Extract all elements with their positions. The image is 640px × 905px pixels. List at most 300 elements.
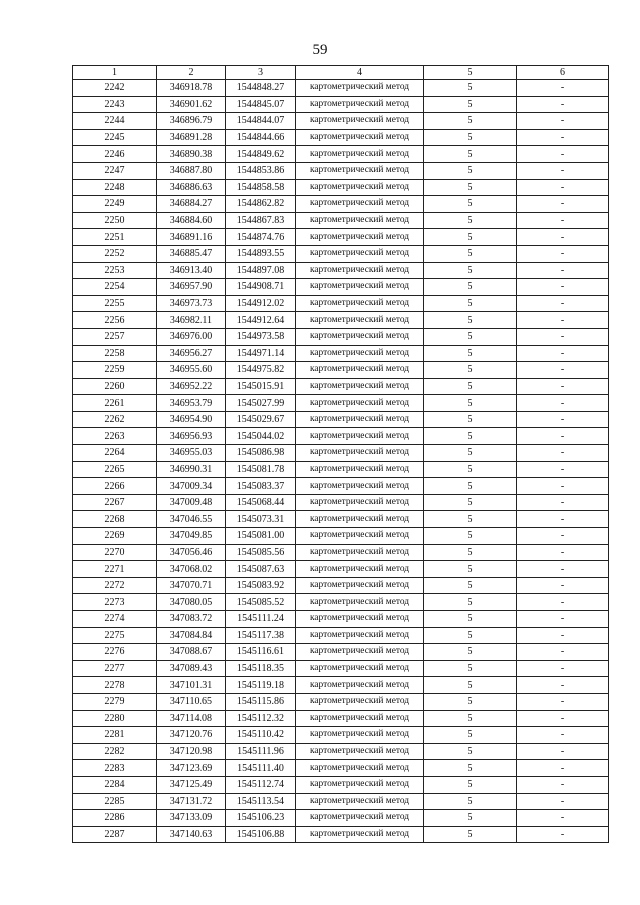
table-row [73, 611, 609, 628]
x-coordinate-cell: 347133.09 [157, 810, 226, 827]
accuracy-cell: 5 [424, 494, 517, 511]
method-cell: картометрический метод [296, 478, 424, 495]
y-coordinate-cell: 1544975.82 [226, 362, 296, 379]
x-coordinate-cell: 346891.28 [157, 129, 226, 146]
y-coordinate-cell: 1545044.02 [226, 428, 296, 445]
note-cell: - [517, 146, 609, 163]
table-row [73, 727, 609, 744]
x-coordinate-cell: 346913.40 [157, 262, 226, 279]
method-cell: картометрический метод [296, 776, 424, 793]
note-cell: - [517, 577, 609, 594]
table-row [73, 279, 609, 296]
method-cell: картометрический метод [296, 461, 424, 478]
table-row [73, 212, 609, 229]
accuracy-cell: 5 [424, 511, 517, 528]
table-row [73, 577, 609, 594]
point-number-cell: 2256 [73, 312, 157, 329]
note-cell: - [517, 561, 609, 578]
accuracy-cell: 5 [424, 445, 517, 462]
x-coordinate-cell: 347083.72 [157, 611, 226, 628]
y-coordinate-cell: 1544897.08 [226, 262, 296, 279]
y-coordinate-cell: 1544912.64 [226, 312, 296, 329]
accuracy-cell: 5 [424, 146, 517, 163]
x-coordinate-cell: 347131.72 [157, 793, 226, 810]
table-row [73, 229, 609, 246]
point-number-cell: 2276 [73, 644, 157, 661]
note-cell: - [517, 544, 609, 561]
x-coordinate-cell: 346896.79 [157, 113, 226, 130]
point-number-cell: 2250 [73, 212, 157, 229]
x-coordinate-cell: 346884.27 [157, 196, 226, 213]
accuracy-cell: 5 [424, 196, 517, 213]
note-cell: - [517, 826, 609, 843]
point-number-cell: 2246 [73, 146, 157, 163]
x-coordinate-cell: 347114.08 [157, 710, 226, 727]
accuracy-cell: 5 [424, 594, 517, 611]
table-row [73, 245, 609, 262]
accuracy-cell: 5 [424, 727, 517, 744]
accuracy-cell: 5 [424, 478, 517, 495]
note-cell: - [517, 212, 609, 229]
y-coordinate-cell: 1544858.58 [226, 179, 296, 196]
method-cell: картометрический метод [296, 229, 424, 246]
note-cell: - [517, 776, 609, 793]
table-row [73, 262, 609, 279]
accuracy-cell: 5 [424, 312, 517, 329]
accuracy-cell: 5 [424, 677, 517, 694]
accuracy-cell: 5 [424, 328, 517, 345]
accuracy-cell: 5 [424, 395, 517, 412]
y-coordinate-cell: 1545119.18 [226, 677, 296, 694]
table-row [73, 179, 609, 196]
y-coordinate-cell: 1544973.58 [226, 328, 296, 345]
x-coordinate-cell: 347125.49 [157, 776, 226, 793]
method-cell: картометрический метод [296, 494, 424, 511]
y-coordinate-cell: 1545111.24 [226, 611, 296, 628]
method-cell: картометрический метод [296, 378, 424, 395]
table-row [73, 776, 609, 793]
method-cell: картометрический метод [296, 660, 424, 677]
point-number-cell: 2252 [73, 245, 157, 262]
x-coordinate-cell: 347120.76 [157, 727, 226, 744]
method-cell: картометрический метод [296, 760, 424, 777]
accuracy-cell: 5 [424, 776, 517, 793]
x-coordinate-cell: 347068.02 [157, 561, 226, 578]
note-cell: - [517, 96, 609, 113]
x-coordinate-cell: 347009.48 [157, 494, 226, 511]
y-coordinate-cell: 1545085.52 [226, 594, 296, 611]
note-cell: - [517, 245, 609, 262]
table-row [73, 113, 609, 130]
note-cell: - [517, 179, 609, 196]
table-row [73, 528, 609, 545]
point-number-cell: 2253 [73, 262, 157, 279]
accuracy-cell: 5 [424, 760, 517, 777]
x-coordinate-cell: 346953.79 [157, 395, 226, 412]
note-cell: - [517, 594, 609, 611]
table-row [73, 494, 609, 511]
note-cell: - [517, 80, 609, 97]
x-coordinate-cell: 346956.93 [157, 428, 226, 445]
y-coordinate-cell: 1545117.38 [226, 627, 296, 644]
x-coordinate-cell: 346887.80 [157, 162, 226, 179]
y-coordinate-cell: 1544844.07 [226, 113, 296, 130]
y-coordinate-cell: 1545110.42 [226, 727, 296, 744]
point-number-cell: 2278 [73, 677, 157, 694]
method-cell: картометрический метод [296, 196, 424, 213]
point-number-cell: 2279 [73, 693, 157, 710]
point-number-cell: 2260 [73, 378, 157, 395]
x-coordinate-cell: 346884.60 [157, 212, 226, 229]
header-cell-3: 3 [226, 66, 296, 80]
point-number-cell: 2243 [73, 96, 157, 113]
point-number-cell: 2277 [73, 660, 157, 677]
method-cell: картометрический метод [296, 793, 424, 810]
table-row [73, 810, 609, 827]
table-row [73, 793, 609, 810]
method-cell: картометрический метод [296, 328, 424, 345]
note-cell: - [517, 129, 609, 146]
method-cell: картометрический метод [296, 411, 424, 428]
table-row [73, 428, 609, 445]
method-cell: картометрический метод [296, 312, 424, 329]
method-cell: картометрический метод [296, 428, 424, 445]
point-number-cell: 2258 [73, 345, 157, 362]
note-cell: - [517, 760, 609, 777]
y-coordinate-cell: 1545112.74 [226, 776, 296, 793]
table-row [73, 80, 609, 97]
accuracy-cell: 5 [424, 378, 517, 395]
accuracy-cell: 5 [424, 262, 517, 279]
accuracy-cell: 5 [424, 345, 517, 362]
point-number-cell: 2247 [73, 162, 157, 179]
x-coordinate-cell: 346973.73 [157, 295, 226, 312]
table-row [73, 411, 609, 428]
table-row [73, 96, 609, 113]
method-cell: картометрический метод [296, 279, 424, 296]
note-cell: - [517, 660, 609, 677]
note-cell: - [517, 528, 609, 545]
method-cell: картометрический метод [296, 677, 424, 694]
x-coordinate-cell: 347070.71 [157, 577, 226, 594]
note-cell: - [517, 511, 609, 528]
method-cell: картометрический метод [296, 129, 424, 146]
method-cell: картометрический метод [296, 295, 424, 312]
method-cell: картометрический метод [296, 611, 424, 628]
accuracy-cell: 5 [424, 179, 517, 196]
x-coordinate-cell: 346955.03 [157, 445, 226, 462]
header-cell-5: 5 [424, 66, 517, 80]
point-number-cell: 2282 [73, 743, 157, 760]
x-coordinate-cell: 347120.98 [157, 743, 226, 760]
point-number-cell: 2280 [73, 710, 157, 727]
note-cell: - [517, 445, 609, 462]
x-coordinate-cell: 346901.62 [157, 96, 226, 113]
x-coordinate-cell: 346890.38 [157, 146, 226, 163]
accuracy-cell: 5 [424, 162, 517, 179]
table-row [73, 395, 609, 412]
method-cell: картометрический метод [296, 395, 424, 412]
point-number-cell: 2287 [73, 826, 157, 843]
note-cell: - [517, 162, 609, 179]
table-row [73, 295, 609, 312]
table-header-row [73, 66, 609, 80]
note-cell: - [517, 362, 609, 379]
point-number-cell: 2265 [73, 461, 157, 478]
point-number-cell: 2266 [73, 478, 157, 495]
y-coordinate-cell: 1545118.35 [226, 660, 296, 677]
x-coordinate-cell: 346955.60 [157, 362, 226, 379]
note-cell: - [517, 494, 609, 511]
note-cell: - [517, 793, 609, 810]
table-body [73, 80, 609, 843]
accuracy-cell: 5 [424, 627, 517, 644]
point-number-cell: 2245 [73, 129, 157, 146]
point-number-cell: 2269 [73, 528, 157, 545]
point-number-cell: 2268 [73, 511, 157, 528]
note-cell: - [517, 611, 609, 628]
point-number-cell: 2242 [73, 80, 157, 97]
point-number-cell: 2283 [73, 760, 157, 777]
method-cell: картометрический метод [296, 727, 424, 744]
note-cell: - [517, 378, 609, 395]
x-coordinate-cell: 346982.11 [157, 312, 226, 329]
y-coordinate-cell: 1545015.91 [226, 378, 296, 395]
accuracy-cell: 5 [424, 544, 517, 561]
y-coordinate-cell: 1545111.96 [226, 743, 296, 760]
note-cell: - [517, 312, 609, 329]
point-number-cell: 2259 [73, 362, 157, 379]
x-coordinate-cell: 347088.67 [157, 644, 226, 661]
x-coordinate-cell: 347123.69 [157, 760, 226, 777]
method-cell: картометрический метод [296, 644, 424, 661]
x-coordinate-cell: 347056.46 [157, 544, 226, 561]
x-coordinate-cell: 346891.16 [157, 229, 226, 246]
note-cell: - [517, 677, 609, 694]
note-cell: - [517, 810, 609, 827]
x-coordinate-cell: 347009.34 [157, 478, 226, 495]
note-cell: - [517, 279, 609, 296]
accuracy-cell: 5 [424, 461, 517, 478]
table-row [73, 146, 609, 163]
point-number-cell: 2281 [73, 727, 157, 744]
note-cell: - [517, 196, 609, 213]
accuracy-cell: 5 [424, 644, 517, 661]
y-coordinate-cell: 1544874.76 [226, 229, 296, 246]
accuracy-cell: 5 [424, 212, 517, 229]
coordinates-table [72, 65, 609, 843]
table-row [73, 693, 609, 710]
point-number-cell: 2264 [73, 445, 157, 462]
method-cell: картометрический метод [296, 594, 424, 611]
method-cell: картометрический метод [296, 96, 424, 113]
method-cell: картометрический метод [296, 577, 424, 594]
x-coordinate-cell: 347084.84 [157, 627, 226, 644]
table-row [73, 328, 609, 345]
point-number-cell: 2286 [73, 810, 157, 827]
table-row [73, 511, 609, 528]
point-number-cell: 2249 [73, 196, 157, 213]
x-coordinate-cell: 346918.78 [157, 80, 226, 97]
point-number-cell: 2248 [73, 179, 157, 196]
x-coordinate-cell: 346990.31 [157, 461, 226, 478]
method-cell: картометрический метод [296, 113, 424, 130]
method-cell: картометрический метод [296, 511, 424, 528]
table-row [73, 345, 609, 362]
point-number-cell: 2273 [73, 594, 157, 611]
method-cell: картометрический метод [296, 245, 424, 262]
x-coordinate-cell: 347140.63 [157, 826, 226, 843]
accuracy-cell: 5 [424, 743, 517, 760]
method-cell: картометрический метод [296, 826, 424, 843]
y-coordinate-cell: 1544849.62 [226, 146, 296, 163]
x-coordinate-cell: 346954.90 [157, 411, 226, 428]
accuracy-cell: 5 [424, 129, 517, 146]
y-coordinate-cell: 1545112.32 [226, 710, 296, 727]
y-coordinate-cell: 1544912.02 [226, 295, 296, 312]
y-coordinate-cell: 1544848.27 [226, 80, 296, 97]
table-row [73, 461, 609, 478]
method-cell: картометрический метод [296, 693, 424, 710]
note-cell: - [517, 262, 609, 279]
header-cell-1: 1 [73, 66, 157, 80]
method-cell: картометрический метод [296, 445, 424, 462]
page-number: 59 [312, 42, 328, 58]
x-coordinate-cell: 346956.27 [157, 345, 226, 362]
y-coordinate-cell: 1545073.31 [226, 511, 296, 528]
note-cell: - [517, 328, 609, 345]
y-coordinate-cell: 1544844.66 [226, 129, 296, 146]
y-coordinate-cell: 1545029.67 [226, 411, 296, 428]
point-number-cell: 2272 [73, 577, 157, 594]
y-coordinate-cell: 1545083.92 [226, 577, 296, 594]
accuracy-cell: 5 [424, 279, 517, 296]
accuracy-cell: 5 [424, 561, 517, 578]
x-coordinate-cell: 346952.22 [157, 378, 226, 395]
note-cell: - [517, 478, 609, 495]
table-row [73, 594, 609, 611]
y-coordinate-cell: 1544867.83 [226, 212, 296, 229]
accuracy-cell: 5 [424, 428, 517, 445]
method-cell: картометрический метод [296, 561, 424, 578]
accuracy-cell: 5 [424, 295, 517, 312]
y-coordinate-cell: 1545083.37 [226, 478, 296, 495]
table-row [73, 312, 609, 329]
accuracy-cell: 5 [424, 362, 517, 379]
method-cell: картометрический метод [296, 345, 424, 362]
y-coordinate-cell: 1544862.82 [226, 196, 296, 213]
y-coordinate-cell: 1545086.98 [226, 445, 296, 462]
method-cell: картометрический метод [296, 710, 424, 727]
point-number-cell: 2263 [73, 428, 157, 445]
y-coordinate-cell: 1545081.78 [226, 461, 296, 478]
note-cell: - [517, 295, 609, 312]
point-number-cell: 2270 [73, 544, 157, 561]
note-cell: - [517, 644, 609, 661]
x-coordinate-cell: 347101.31 [157, 677, 226, 694]
accuracy-cell: 5 [424, 710, 517, 727]
table-row [73, 677, 609, 694]
method-cell: картометрический метод [296, 544, 424, 561]
table-row [73, 561, 609, 578]
note-cell: - [517, 428, 609, 445]
x-coordinate-cell: 346957.90 [157, 279, 226, 296]
method-cell: картометрический метод [296, 212, 424, 229]
accuracy-cell: 5 [424, 693, 517, 710]
method-cell: картометрический метод [296, 162, 424, 179]
y-coordinate-cell: 1544853.86 [226, 162, 296, 179]
point-number-cell: 2244 [73, 113, 157, 130]
table-row [73, 378, 609, 395]
note-cell: - [517, 627, 609, 644]
point-number-cell: 2255 [73, 295, 157, 312]
y-coordinate-cell: 1544908.71 [226, 279, 296, 296]
accuracy-cell: 5 [424, 411, 517, 428]
accuracy-cell: 5 [424, 245, 517, 262]
y-coordinate-cell: 1544845.07 [226, 96, 296, 113]
accuracy-cell: 5 [424, 229, 517, 246]
note-cell: - [517, 710, 609, 727]
accuracy-cell: 5 [424, 96, 517, 113]
y-coordinate-cell: 1545115.86 [226, 693, 296, 710]
table-row [73, 362, 609, 379]
point-number-cell: 2251 [73, 229, 157, 246]
table-row [73, 826, 609, 843]
header-cell-4: 4 [296, 66, 424, 80]
accuracy-cell: 5 [424, 810, 517, 827]
accuracy-cell: 5 [424, 611, 517, 628]
method-cell: картометрический метод [296, 743, 424, 760]
y-coordinate-cell: 1545087.63 [226, 561, 296, 578]
accuracy-cell: 5 [424, 793, 517, 810]
accuracy-cell: 5 [424, 528, 517, 545]
table-row [73, 162, 609, 179]
point-number-cell: 2254 [73, 279, 157, 296]
point-number-cell: 2267 [73, 494, 157, 511]
method-cell: картометрический метод [296, 262, 424, 279]
table-row [73, 743, 609, 760]
y-coordinate-cell: 1545111.40 [226, 760, 296, 777]
method-cell: картометрический метод [296, 810, 424, 827]
table-row [73, 478, 609, 495]
note-cell: - [517, 113, 609, 130]
point-number-cell: 2271 [73, 561, 157, 578]
point-number-cell: 2285 [73, 793, 157, 810]
method-cell: картометрический метод [296, 146, 424, 163]
header-cell-6: 6 [517, 66, 609, 80]
y-coordinate-cell: 1544971.14 [226, 345, 296, 362]
note-cell: - [517, 229, 609, 246]
method-cell: картометрический метод [296, 80, 424, 97]
table-row [73, 710, 609, 727]
table-row [73, 760, 609, 777]
note-cell: - [517, 411, 609, 428]
table-row [73, 644, 609, 661]
accuracy-cell: 5 [424, 660, 517, 677]
method-cell: картометрический метод [296, 627, 424, 644]
x-coordinate-cell: 347049.85 [157, 528, 226, 545]
table-row [73, 660, 609, 677]
note-cell: - [517, 345, 609, 362]
point-number-cell: 2284 [73, 776, 157, 793]
method-cell: картометрический метод [296, 528, 424, 545]
accuracy-cell: 5 [424, 577, 517, 594]
y-coordinate-cell: 1545027.99 [226, 395, 296, 412]
y-coordinate-cell: 1545116.61 [226, 644, 296, 661]
x-coordinate-cell: 347110.65 [157, 693, 226, 710]
point-number-cell: 2261 [73, 395, 157, 412]
accuracy-cell: 5 [424, 113, 517, 130]
